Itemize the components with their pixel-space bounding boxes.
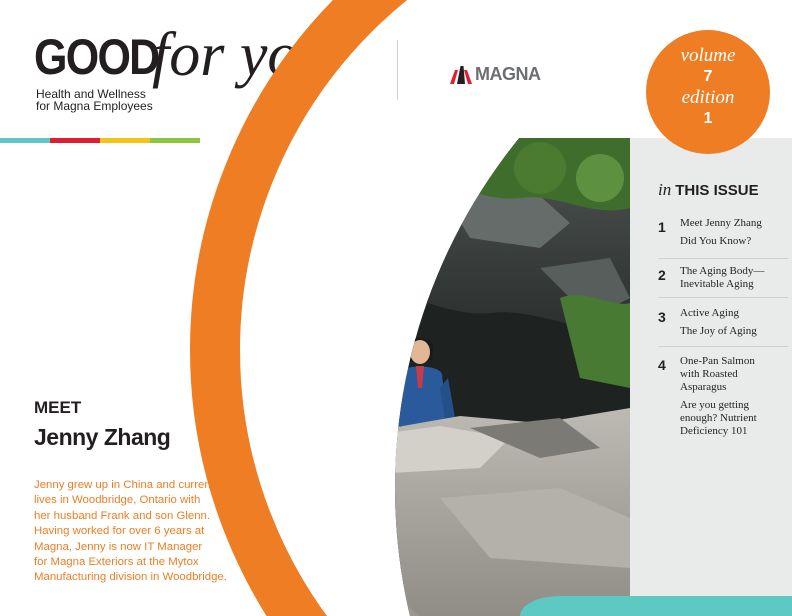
color-stripe-bar bbox=[0, 138, 200, 143]
toc-divider bbox=[658, 297, 788, 298]
color-stripe-red bbox=[50, 138, 100, 143]
toc-divider bbox=[658, 258, 788, 259]
bottom-teal-accent bbox=[520, 596, 792, 616]
masthead-good: GOOD bbox=[34, 29, 159, 85]
feature-name: Jenny Zhang bbox=[34, 424, 171, 450]
feature-body-line: her husband Frank and son Glenn. bbox=[34, 509, 211, 522]
edition-badge bbox=[646, 30, 770, 154]
color-stripe-teal bbox=[0, 138, 50, 143]
toc-heading-text: THIS ISSUE bbox=[675, 182, 759, 199]
magna-logo-text: MAGNA bbox=[475, 64, 541, 84]
edition-label: edition bbox=[681, 87, 735, 108]
feature-body-line: for Magna Exteriors at the Mytox bbox=[34, 556, 199, 569]
feature-body-line: Manufacturing division in Woodbridge. bbox=[34, 571, 227, 584]
masthead-title bbox=[34, 21, 330, 89]
toc-item-line: The Aging Body—Inevitable Aging bbox=[680, 265, 765, 290]
tagline-line-1: Health and Wellness bbox=[36, 87, 146, 101]
edition-number: 1 bbox=[703, 110, 713, 127]
feature-body bbox=[34, 478, 254, 586]
masthead-for-you: for you bbox=[152, 21, 330, 89]
toc-heading-prefix: in bbox=[658, 180, 672, 199]
toc-item-line: Did You Know? bbox=[680, 235, 752, 247]
feature-body-line: lives in Woodbridge, Ontario with bbox=[34, 494, 201, 507]
toc-item-line: One-Pan Salmon with Roasted Asparagus bbox=[680, 355, 755, 393]
toc-item-line: Meet Jenny Zhang bbox=[680, 217, 762, 229]
feature-body-line: Magna, Jenny is now IT Manager bbox=[34, 540, 203, 553]
volume-label: volume bbox=[680, 45, 736, 66]
color-stripe-yellow bbox=[100, 138, 150, 143]
toc-item-line: Active Aging bbox=[680, 307, 739, 319]
toc-heading bbox=[658, 180, 759, 200]
color-stripe-green bbox=[150, 138, 200, 143]
toc-item-line: Are you getting enough? Nutrient Deficiency 101 bbox=[680, 399, 757, 437]
feature-label: MEET bbox=[34, 398, 82, 417]
tagline-line-2: for Magna Employees bbox=[36, 99, 153, 113]
masthead-tagline bbox=[36, 88, 153, 112]
volume-number: 7 bbox=[703, 68, 713, 85]
toc-item-number: 4 bbox=[658, 357, 666, 373]
feature-body-line: Having worked for over 6 years at bbox=[34, 525, 205, 538]
toc-item-number: 3 bbox=[658, 309, 666, 325]
toc-divider bbox=[658, 346, 788, 347]
toc-item-line: The Joy of Aging bbox=[680, 325, 757, 337]
toc-item-number: 1 bbox=[658, 219, 666, 235]
feature-body-line: Jenny grew up in China and currently bbox=[34, 479, 223, 491]
toc-item-number: 2 bbox=[658, 267, 666, 283]
